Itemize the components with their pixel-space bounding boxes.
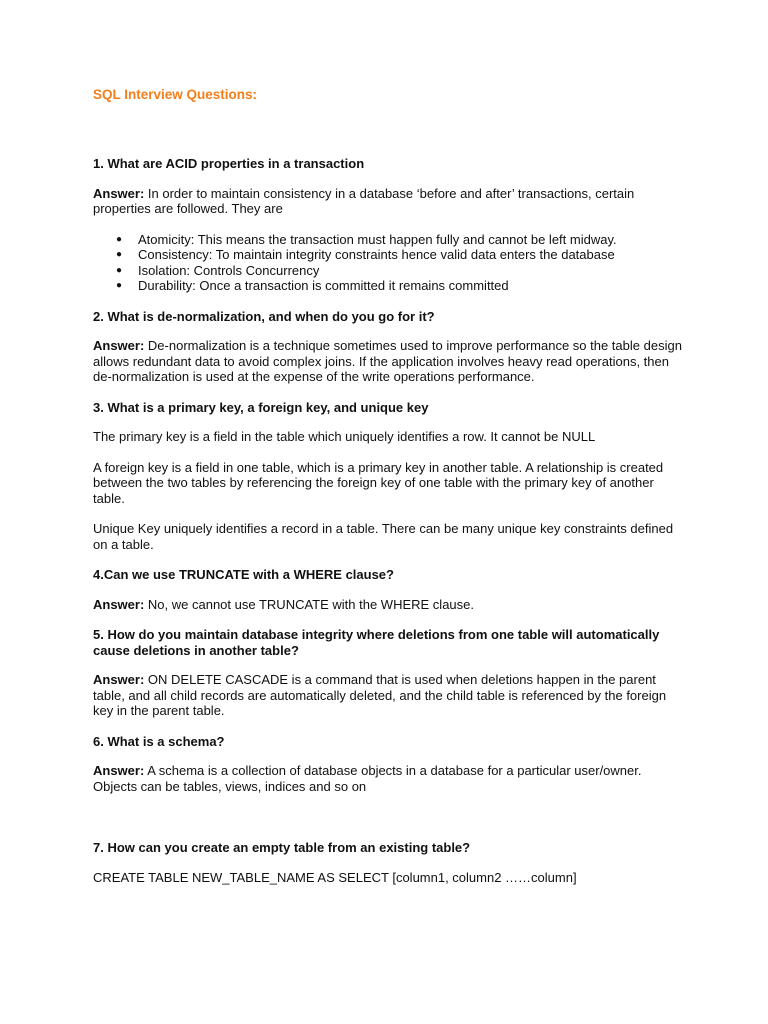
bullet-icon: ● (116, 249, 123, 260)
answer-label: Answer: (93, 338, 145, 353)
answer-label: Answer: (93, 596, 145, 612)
question-7-heading: 7. How can you create an empty table from an existing table? (93, 840, 471, 855)
answer-label: Answer: (93, 672, 145, 687)
question-1-answer (93, 186, 688, 217)
question-3-heading: 3. What is a primary key, a foreign key, and unique key (93, 399, 429, 415)
list-item (93, 278, 688, 294)
answer-text: De-normalization is a technique sometimes used to improve performance so the table design allows redundant data to avoid complex joins. If the application involves heavy read operations, then de-normalization is used at the expense of the write operations performance. (93, 338, 682, 384)
question-2-answer (93, 338, 688, 385)
foreign-key-paragraph: A foreign key is a field in one table, which is a primary key in another table. A relationship is created between the two tables by referencing the foreign key of one table with the primary key of another table. (93, 459, 664, 506)
list-item-text: Consistency: To maintain integrity constraints hence valid data enters the database (138, 247, 615, 262)
question-4-heading: 4.Can we use TRUNCATE with a WHERE clause? (93, 567, 394, 582)
question-6-section (93, 734, 688, 795)
list-item-text: Atomicity: This means the transaction must happen fully and cannot be left midway. (138, 231, 617, 247)
question-3-section (93, 400, 688, 553)
question-1-section (93, 156, 688, 294)
acid-properties-list (93, 232, 688, 294)
question-5-section (93, 627, 688, 719)
answer-text: No, we cannot use TRUNCATE with the WHERE clause. (147, 596, 475, 612)
answer-text: ON DELETE CASCADE is a command that is used when deletions happen in the parent table, and all child records are automatically deleted, and the child table is referenced by the foreign key in the parent table. (93, 672, 667, 718)
question-2-section (93, 309, 688, 385)
question-4-section (93, 567, 688, 612)
answer-text: In order to maintain consistency in a database ‘before and after’ transactions, certain properties are followed. They are (93, 185, 635, 216)
answer-label: Answer: (93, 185, 145, 201)
list-item (93, 247, 688, 263)
bullet-icon: ● (116, 264, 123, 276)
answer-text: A schema is a collection of database objects in a database for a particular user/owner. Objects can be tables, views, indices and so on (93, 763, 642, 794)
question-4-answer (93, 597, 688, 613)
list-item-text: Durability: Once a transaction is committed it remains committed (138, 278, 509, 293)
primary-key-paragraph: The primary key is a field in the table which uniquely identifies a row. It cannot be NULL (93, 429, 596, 444)
create-table-statement: CREATE TABLE NEW_TABLE_NAME AS SELECT [column1, column2 ……column] (93, 869, 577, 885)
spacer (93, 809, 688, 840)
question-6-answer (93, 763, 688, 794)
list-item (93, 232, 688, 248)
list-item-text: Isolation: Controls Concurrency (138, 262, 320, 278)
question-7-section (93, 840, 688, 885)
list-item (93, 263, 688, 279)
question-5-heading: 5. How do you maintain database integrity where deletions from one table will automatically cause deletions in another table? (93, 627, 660, 658)
unique-key-paragraph: Unique Key uniquely identifies a record in a table. There can be many unique key constraints defined on a table. (93, 521, 674, 552)
answer-label: Answer: (93, 763, 145, 778)
question-5-answer (93, 672, 688, 719)
question-1-heading: 1. What are ACID properties in a transaction (93, 156, 365, 171)
question-6-heading: 6. What is a schema? (93, 733, 225, 749)
bullet-icon: ● (116, 280, 123, 291)
document-title: SQL Interview Questions: (93, 87, 258, 102)
question-2-heading: 2. What is de-normalization, and when do you go for it? (93, 308, 435, 324)
bullet-icon: ● (116, 233, 123, 245)
